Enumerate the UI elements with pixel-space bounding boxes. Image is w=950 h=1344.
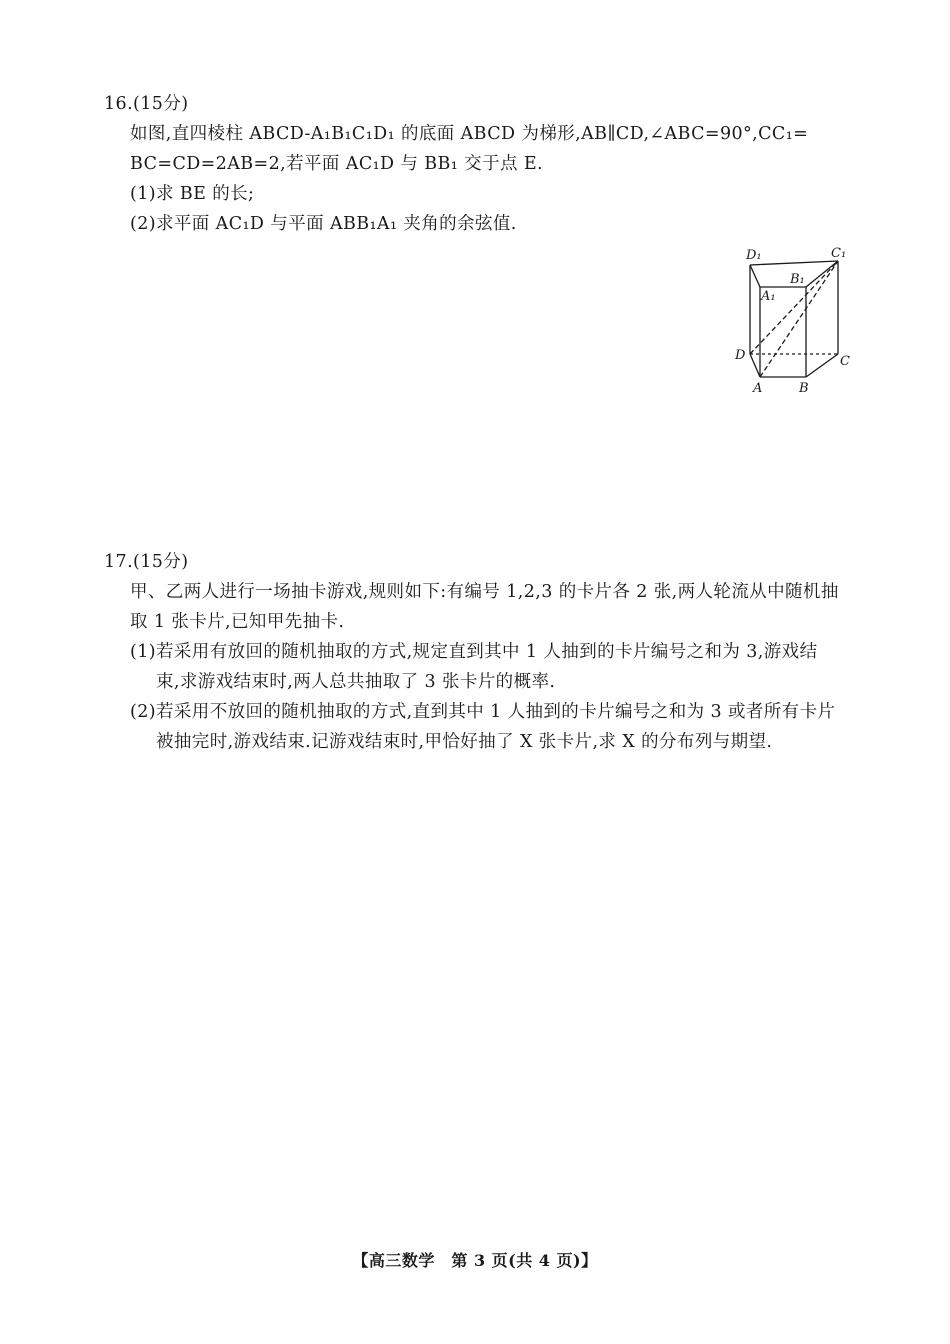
edge-d1a1	[750, 265, 760, 287]
label-A1: A₁	[761, 289, 776, 304]
label-D: D	[735, 348, 746, 363]
label-B1: B₁	[790, 272, 805, 287]
q16-stem-line1: 如图,直四棱柱 ABCD-A₁B₁C₁D₁ 的底面 ABCD 为梯形,AB∥CD,∠ABC=90°,CC₁=	[130, 124, 809, 144]
edge-da	[750, 354, 760, 377]
q17-part2-line2: 被抽完时,游戏结束.记游戏结束时,甲恰好抽了 X 张卡片,求 X 的分布列与期望.	[156, 732, 773, 752]
q16-part2: (2)求平面 AC₁D 与平面 ABB₁A₁ 夹角的余弦值.	[130, 214, 517, 234]
edge-b1c1	[806, 261, 838, 287]
q17-part1-line2: 束,求游戏结束时,两人总共抽取了 3 张卡片的概率.	[156, 672, 556, 692]
page-footer: 【高三数学 第 3 页(共 4 页)】	[352, 1251, 598, 1270]
q17-stem-line2: 取 1 张卡片,已知甲先抽卡.	[130, 612, 345, 632]
label-C: C	[840, 354, 850, 369]
q16-part1: (1)求 BE 的长;	[130, 184, 255, 204]
edge-bc	[806, 354, 838, 377]
label-B: B	[799, 381, 809, 396]
label-C1: C₁	[831, 246, 847, 261]
edge-d1c1	[750, 261, 838, 265]
q17-stem-line1: 甲、乙两人进行一场抽卡游戏,规则如下:有编号 1,2,3 的卡片各 2 张,两人轮流从中随机抽	[130, 582, 839, 602]
q17-heading: 17.(15分)	[104, 552, 189, 572]
label-A: A	[753, 381, 763, 396]
q16-heading: 16.(15分)	[104, 94, 189, 114]
q16-stem-line2: BC=CD=2AB=2,若平面 AC₁D 与 BB₁ 交于点 E.	[130, 154, 543, 174]
q17-part1-line1: (1)若采用有放回的随机抽取的方式,规定直到其中 1 人抽到的卡片编号之和为 3,游戏结	[130, 642, 818, 662]
prism-figure	[728, 240, 858, 400]
prism-diagram	[728, 240, 858, 400]
q17-part2-line1: (2)若采用不放回的随机抽取的方式,直到其中 1 人抽到的卡片编号之和为 3 或者所有卡片	[130, 702, 836, 722]
label-D1: D₁	[746, 248, 762, 263]
